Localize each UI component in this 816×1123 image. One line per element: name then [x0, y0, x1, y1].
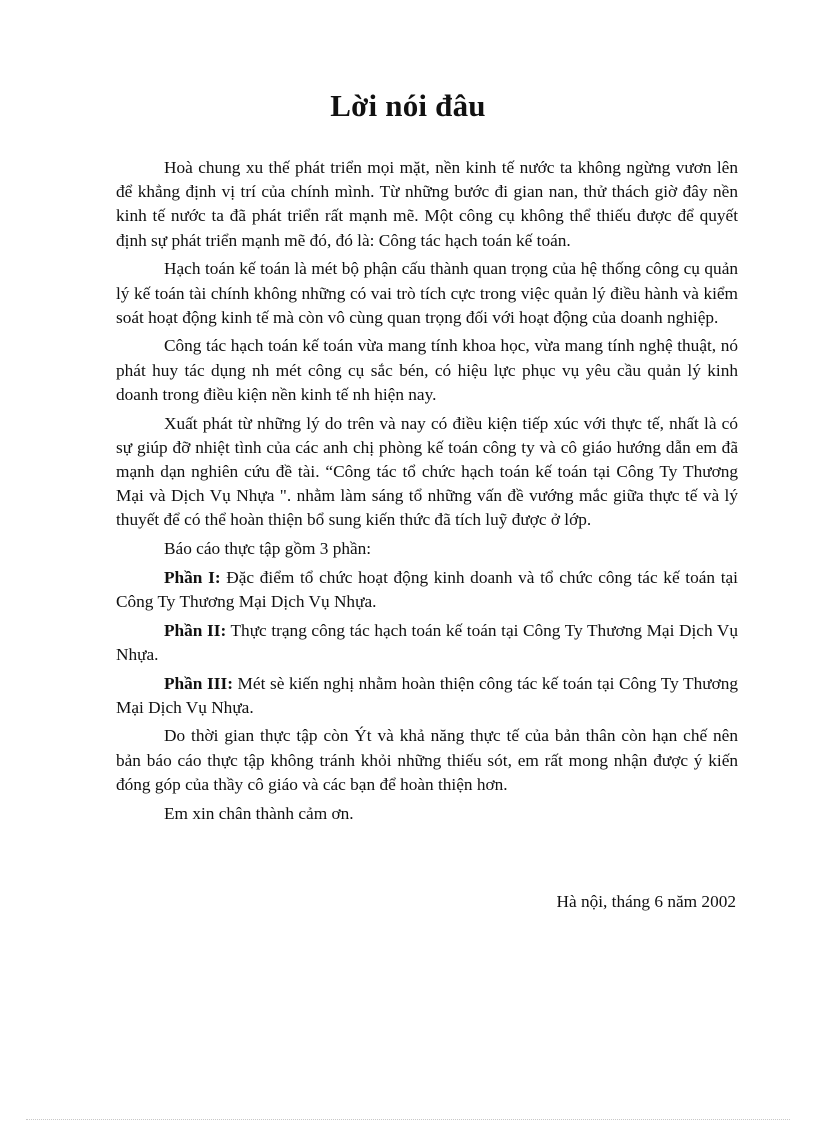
paragraph-part-2: Phần II: Thực trạng công tác hạch toán kế toán tại Công Ty Thương Mại Dịch Vụ Nhựa.	[116, 620, 738, 664]
paragraph-report-parts: Báo cáo thực tập gồm 3 phần:	[164, 539, 372, 559]
part-1-label: Phần I:	[164, 567, 221, 587]
part-2-label: Phần II:	[164, 620, 227, 640]
paragraph-thanks: Em xin chân thành cảm ơn.	[164, 803, 354, 823]
paragraph-intro: Hoà chung xu thế phát triển mọi mặt, nền kinh tế nước ta không ngừng vươn lên để khẳng định vị trí của chính mình. Từ những bước đi gian nan, thử thách giờ đây nền kinh tế nước ta đã phát triển rất mạnh mẽ. Một công cụ không thể thiếu được để quyết định sự phát triển mạnh mẽ đó, đó là: Công tác hạch toán kế toán.	[116, 158, 738, 250]
document-title: Lời nói đâu	[330, 88, 486, 123]
place-date-signature: Hà nội, tháng 6 năm 2002	[556, 892, 736, 911]
paragraph-part-3: Phần III: Mét sè kiến nghị nhằm hoàn thiện công tác kế toán tại Công Ty Thương Mại Dịch Vụ Nhựa.	[116, 673, 739, 717]
paragraph-topic-choice: Xuất phát từ những lý do trên và nay có điều kiện tiếp xúc với thực tế, nhất là có sự giúp đỡ nhiệt tình của các anh chị phòng kế toán công ty và cô giáo hướng dẫn em đã mạnh dạn nghiên cứu đề tài. “Công tác tổ chức hạch toán kế toán tại Công Ty Thương Mại và Dịch Vụ Nhựa ". nhằm làm sáng tổ những vấn đề vướng mắc giữa thực tế và lý thuyết để có thể hoàn thiện bổ sung kiến thức đã tích luỹ được ở lớp.	[116, 413, 738, 530]
footer-divider	[26, 1119, 790, 1120]
paragraph-accounting-role: Hạch toán kế toán là mét bộ phận cấu thành quan trọng của hệ thống công cụ quản lý kế toán tài chính không những có vai trò tích cực trong việc quản lý điều hành và kiểm soát hoạt động kinh tế mà còn vô cùng quan trọng đối với hoạt động của doanh nghiệp.	[116, 259, 738, 327]
document-body	[116, 156, 738, 830]
paragraph-limitations: Do thời gian thực tập còn Ýt và khả năng thực tế của bản thân còn hạn chế nên bản báo cáo thực tập không tránh khỏi những thiếu sót, em rất mong nhận được ý kiến đóng góp của thầy cô giáo và các bạn để hoàn thiện hơn.	[116, 726, 738, 794]
part-3-label: Phần III:	[164, 673, 233, 693]
paragraph-part-1: Phần I: Đặc điểm tổ chức hoạt động kinh doanh và tổ chức công tác kế toán tại Công Ty Thương Mại Dịch Vụ Nhựa.	[116, 567, 738, 611]
paragraph-science-art: Công tác hạch toán kế toán vừa mang tính khoa học, vừa mang tính nghệ thuật, nó phát huy tác dụng nh mét công cụ sắc bén, có hiệu lực phục vụ yêu cầu quản lý kinh doanh trong điều kiện nền kinh tế nh hiện nay.	[116, 336, 738, 404]
